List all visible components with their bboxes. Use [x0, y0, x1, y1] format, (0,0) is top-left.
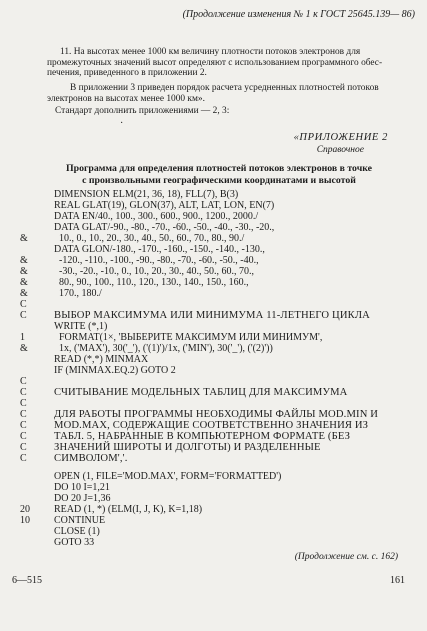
line-marker: C [20, 299, 27, 310]
line-marker: C [20, 310, 27, 321]
code-line [20, 321, 420, 332]
code-line [20, 464, 420, 471]
program-title: Программа для определения плотностей потоков электронов в точке с произвольными географическими координатами и высотой [66, 163, 372, 186]
appendix-subtitle: Справочное [316, 145, 364, 155]
code-line [20, 471, 420, 482]
code-text: DO 20 J=1,36 [54, 493, 111, 504]
code-line [20, 343, 420, 354]
code-text: DO 10 I=1,21 [54, 482, 110, 493]
line-marker: C [20, 420, 27, 431]
code-line [20, 482, 420, 493]
paragraph-line: электронов на высотах менее 1000 км». [47, 93, 205, 104]
code-line [20, 233, 420, 244]
code-text: MOD.MAX, СОДЕРЖАЩИЕ СООТВЕТСТВЕННО ЗНАЧЕНИЯ ИЗ [54, 420, 369, 431]
line-marker: & [20, 277, 28, 288]
code-line [20, 255, 420, 266]
code-text: ВЫБОР МАКСИМУМА ИЛИ МИНИМУМА 11-ЛЕТНЕГО ЦИКЛА [54, 310, 370, 321]
stray-dot: · [120, 118, 124, 129]
code-line [20, 332, 420, 343]
code-line [20, 211, 420, 222]
code-line [20, 310, 420, 321]
code-text: DATA GLAT/-90., -80., -70., -60., -50., -40., -30., -20., [54, 222, 275, 233]
paragraph-line: В приложении 3 приведен порядок расчета усредненных плотностей потоков [70, 83, 379, 93]
code-text: FORMAT(1×, 'ВЫБЕРИТЕ МАКСИМУМ ИЛИ МИНИМУМ', [59, 332, 323, 343]
code-line [20, 200, 420, 211]
line-marker: C [20, 431, 27, 442]
line-marker: 1 [20, 332, 25, 343]
code-line [20, 526, 420, 537]
code-line [20, 442, 420, 453]
code-text: CONTINUE [54, 515, 106, 526]
code-text: DATA GLON/-180., -170., -160., -150., -140., -130., [54, 244, 265, 255]
code-line [20, 493, 420, 504]
code-line [20, 431, 420, 442]
paragraph-line: печения, приведенного в приложении 2. [47, 68, 207, 79]
line-marker: 10 [20, 515, 30, 526]
code-text: СЧИТЫВАНИЕ МОДЕЛЬНЫХ ТАБЛИЦ ДЛЯ МАКСИМУМА [54, 387, 348, 398]
line-marker: & [20, 233, 28, 244]
line-marker: & [20, 266, 28, 277]
code-line [20, 453, 420, 464]
code-line [20, 420, 420, 431]
line-marker: C [20, 398, 27, 409]
appendix-title: «ПРИЛОЖЕНИЕ 2 [293, 132, 388, 143]
code-line [20, 387, 420, 398]
paragraph-11 [47, 47, 383, 79]
paragraph-appendix-3 [47, 83, 379, 104]
code-text: GOTO 33 [54, 537, 95, 548]
code-line [20, 266, 420, 277]
code-line [20, 354, 420, 365]
code-text: -30., -20., -10., 0., 10., 20., 30., 40., 50., 60., 70., [59, 266, 254, 277]
line-marker: & [20, 343, 28, 354]
line-marker: C [20, 376, 27, 387]
line-marker: C [20, 453, 27, 464]
code-line [20, 398, 420, 409]
code-text: ЗНАЧЕНИЙ ШИРОТЫ И ДОЛГОТЫ) И РАЗДЕЛЕННЫЕ [54, 442, 321, 453]
code-text: ТАБЛ. 5, НАБРАННЫЕ В КОМПЬЮТЕРНОМ ФОРМАТЕ (БЕЗ [54, 431, 351, 442]
code-line [20, 409, 420, 420]
code-line [20, 244, 420, 255]
line-marker: & [20, 288, 28, 299]
code-line [20, 515, 420, 526]
code-text: ДЛЯ РАБОТЫ ПРОГРАММЫ НЕОБХОДИМЫ ФАЙЛЫ MOD.MIN И [54, 409, 379, 420]
code-line [20, 376, 420, 387]
code-text: READ (*,*) MINMAX [54, 354, 149, 365]
code-text: 1x, ('MAX'), 30('_'), ('(1)')/1x, ('MIN'), 30('_'), ('(2)')) [59, 343, 273, 354]
code-text: 170., 180./ [59, 288, 102, 299]
paragraph-add-appendices: Стандарт дополнить приложениями — 2, 3: [55, 106, 230, 116]
footer-signature: 6—515 [12, 575, 42, 586]
code-line [20, 189, 420, 200]
code-line [20, 504, 420, 515]
code-line [20, 365, 420, 376]
code-text: READ (1, *) (ELM(I, J, K), K=1,18) [54, 504, 203, 515]
line-marker: 20 [20, 504, 30, 515]
code-text: 80., 90., 100., 110., 120., 130., 140., 150., 160., [59, 277, 249, 288]
code-text: DATA EN/40., 100., 300., 600., 900., 1200., 2000./ [54, 211, 259, 222]
line-marker: C [20, 442, 27, 453]
line-marker: C [20, 387, 27, 398]
code-text: WRITE (*,1) [54, 321, 108, 332]
code-text: DIMENSION ELM(21, 36, 18), FLL(7), B(3) [54, 189, 239, 200]
page-number: 161 [390, 575, 405, 586]
line-marker: & [20, 255, 28, 266]
code-text: IF (MINMAX.EQ.2) GOTO 2 [54, 365, 176, 376]
code-listing [20, 189, 420, 548]
code-text: OPEN (1, FILE='MOD.MAX', FORM='FORMATTED') [54, 471, 282, 482]
continuation-note: (Продолжение см. с. 162) [294, 552, 398, 562]
line-marker: C [20, 409, 27, 420]
paragraph-line: промежуточных значений высот определяют с использованием программного обес- [47, 57, 383, 68]
code-line [20, 222, 420, 233]
code-text: -120., -110., -100., -90., -80., -70., -60., -50., -40., [59, 255, 259, 266]
code-line [20, 299, 420, 310]
code-text: 10., 0., 10., 20., 30., 40., 50., 60., 70., 80., 90./ [59, 233, 245, 244]
code-line [20, 277, 420, 288]
code-line [20, 537, 420, 548]
code-line [20, 288, 420, 299]
code-text: CLOSE (1) [54, 526, 100, 537]
paragraph-line: 11. На высотах менее 1000 км величину плотности потоков электронов для [60, 47, 361, 57]
code-text: REAL GLAT(19), GLON(37), ALT, LAT, LON, EN(7) [54, 200, 275, 211]
code-text: СИМВОЛОМ','. [54, 453, 128, 464]
running-header: (Продолжение изменения № 1 к ГОСТ 25645.139— 86) [182, 9, 415, 20]
